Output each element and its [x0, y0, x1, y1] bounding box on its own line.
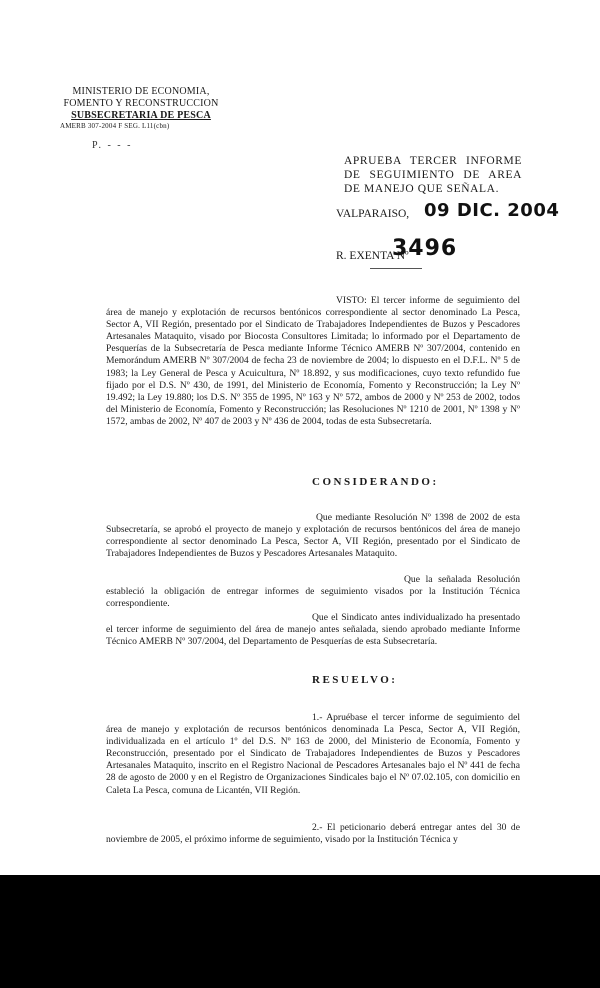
- resolution-underline: [370, 268, 422, 269]
- ministry-name-line1: MINISTERIO DE ECONOMIA,: [72, 86, 210, 97]
- place-label: VALPARAISO,: [336, 208, 410, 220]
- ministry-name-line2: FOMENTO Y RECONSTRUCCION: [63, 98, 219, 109]
- resuelvo-item-1: 1.- Apruébase el tercer informe de seguimiento del área de manejo y explotación de recursos bentónicos denominada La Pesca, Sector A, VII Región, individualizada en el artículo 1º del D.S. Nº 163 de 2000, del Ministerio de Economía, Fomento y Reconstrucción, presentado por el Sindicato de Trabajadores Independientes de Buzos y Pescadores Artesanales Mataquito, inscrito en el Registro Nacional de Pescadores Artesanales bajo el Nº 441 de fecha 28 de agosto de 2000 y en el Registro de Organizaciones Sindicales bajo el Nº 07.02.105, con domicilio en Caleta La Pesca, comuna de Licantén, VII Región.: [106, 712, 520, 796]
- handwritten-marks: P. - - -: [92, 140, 133, 151]
- considerando-item-2: Que la señalada Resolución estableció la obligación de entregar informes de seguimiento visados por la Institución Técnica correspondiente.: [106, 574, 520, 610]
- file-reference: AMERB 307-2004 F SEG. L11(cbn): [60, 122, 170, 130]
- considerando-item-1: Que mediante Resolución Nº 1398 de 2002 de esta Subsecretaría, se aprobó el proyecto de manejo y explotación de recursos bentónicos del área de manejo correspondiente al sector denominado La Pesca, Sector A, VII Región, presentado por el Sindicato de Trabajadores Independientes de Buzos y Pescadores Artesanales Mataquito.: [106, 512, 520, 560]
- letterhead: [56, 86, 226, 131]
- resuelvo-heading: RESUELVO:: [312, 674, 398, 686]
- resuelvo-item-2: 2.- El peticionario deberá entregar antes del 30 de noviembre de 2005, el próximo informe de seguimiento, visado por la Institución Técnica y: [106, 822, 520, 846]
- considerando-item-3: Que el Sindicato antes individualizado ha presentado el tercer informe de seguimiento del área de manejo antes señalada, siendo aprobado mediante Informe Técnico AMERB Nº 307/2004, del Departamento de Pesquerías de esta Subsecretaría.: [106, 612, 520, 648]
- scan-border-bottom: [0, 875, 600, 988]
- resolution-number: 3496: [392, 236, 458, 261]
- visto-paragraph: VISTO: El tercer informe de seguimiento del área de manejo y explotación de recursos bentónicos correspondiente al sector denominado La Pesca, Sector A, VII Región, presentado por el Sindicato de Trabajadores Independientes de Buzos y Pescadores Artesanales Mataquito, visado por Biocosta Consultores Limitada; lo informado por el Departamento de Pesquerías de la Subsecretaría de Pesca mediante Informe Técnico AMERB Nº 307/2004, contenido en Memorándum AMERB Nº 307/2004 de fecha 23 de noviembre de 2004; lo dispuesto en el D.F.L. Nº 5 de 1983; la Ley General de Pesca y Acuicultura, Nº 18.892, y sus modificaciones, cuyo texto refundido fue fijado por el D.S. Nº 430, de 1991, del Ministerio de Economía, Fomento y Reconstrucción; la Ley Nº 19.492; la Ley 19.880; los D.S. Nº 355 de 1995, Nº 163 y Nº 572, ambos de 2000 y Nº 253 de 2002, todos del Ministerio de Economía, Fomento y Reconstrucción; las Resoluciones Nº 1210 de 2001, Nº 1398 y Nº 1572, ambas de 2002, Nº 407 de 2003 y Nº 436 de 2004, todas de esta Subsecretaría.: [106, 295, 520, 427]
- resolution-label: R. EXENTA Nº: [336, 250, 409, 262]
- document-title: APRUEBA TERCER INFORME DE SEGUIMIENTO DE AREA DE MANEJO QUE SEÑALA.: [344, 155, 522, 195]
- date-stamp: 09 DIC. 2004: [424, 200, 560, 221]
- considerando-heading: CONSIDERANDO:: [312, 476, 439, 488]
- subsecretaria-name: SUBSECRETARIA DE PESCA: [71, 110, 211, 121]
